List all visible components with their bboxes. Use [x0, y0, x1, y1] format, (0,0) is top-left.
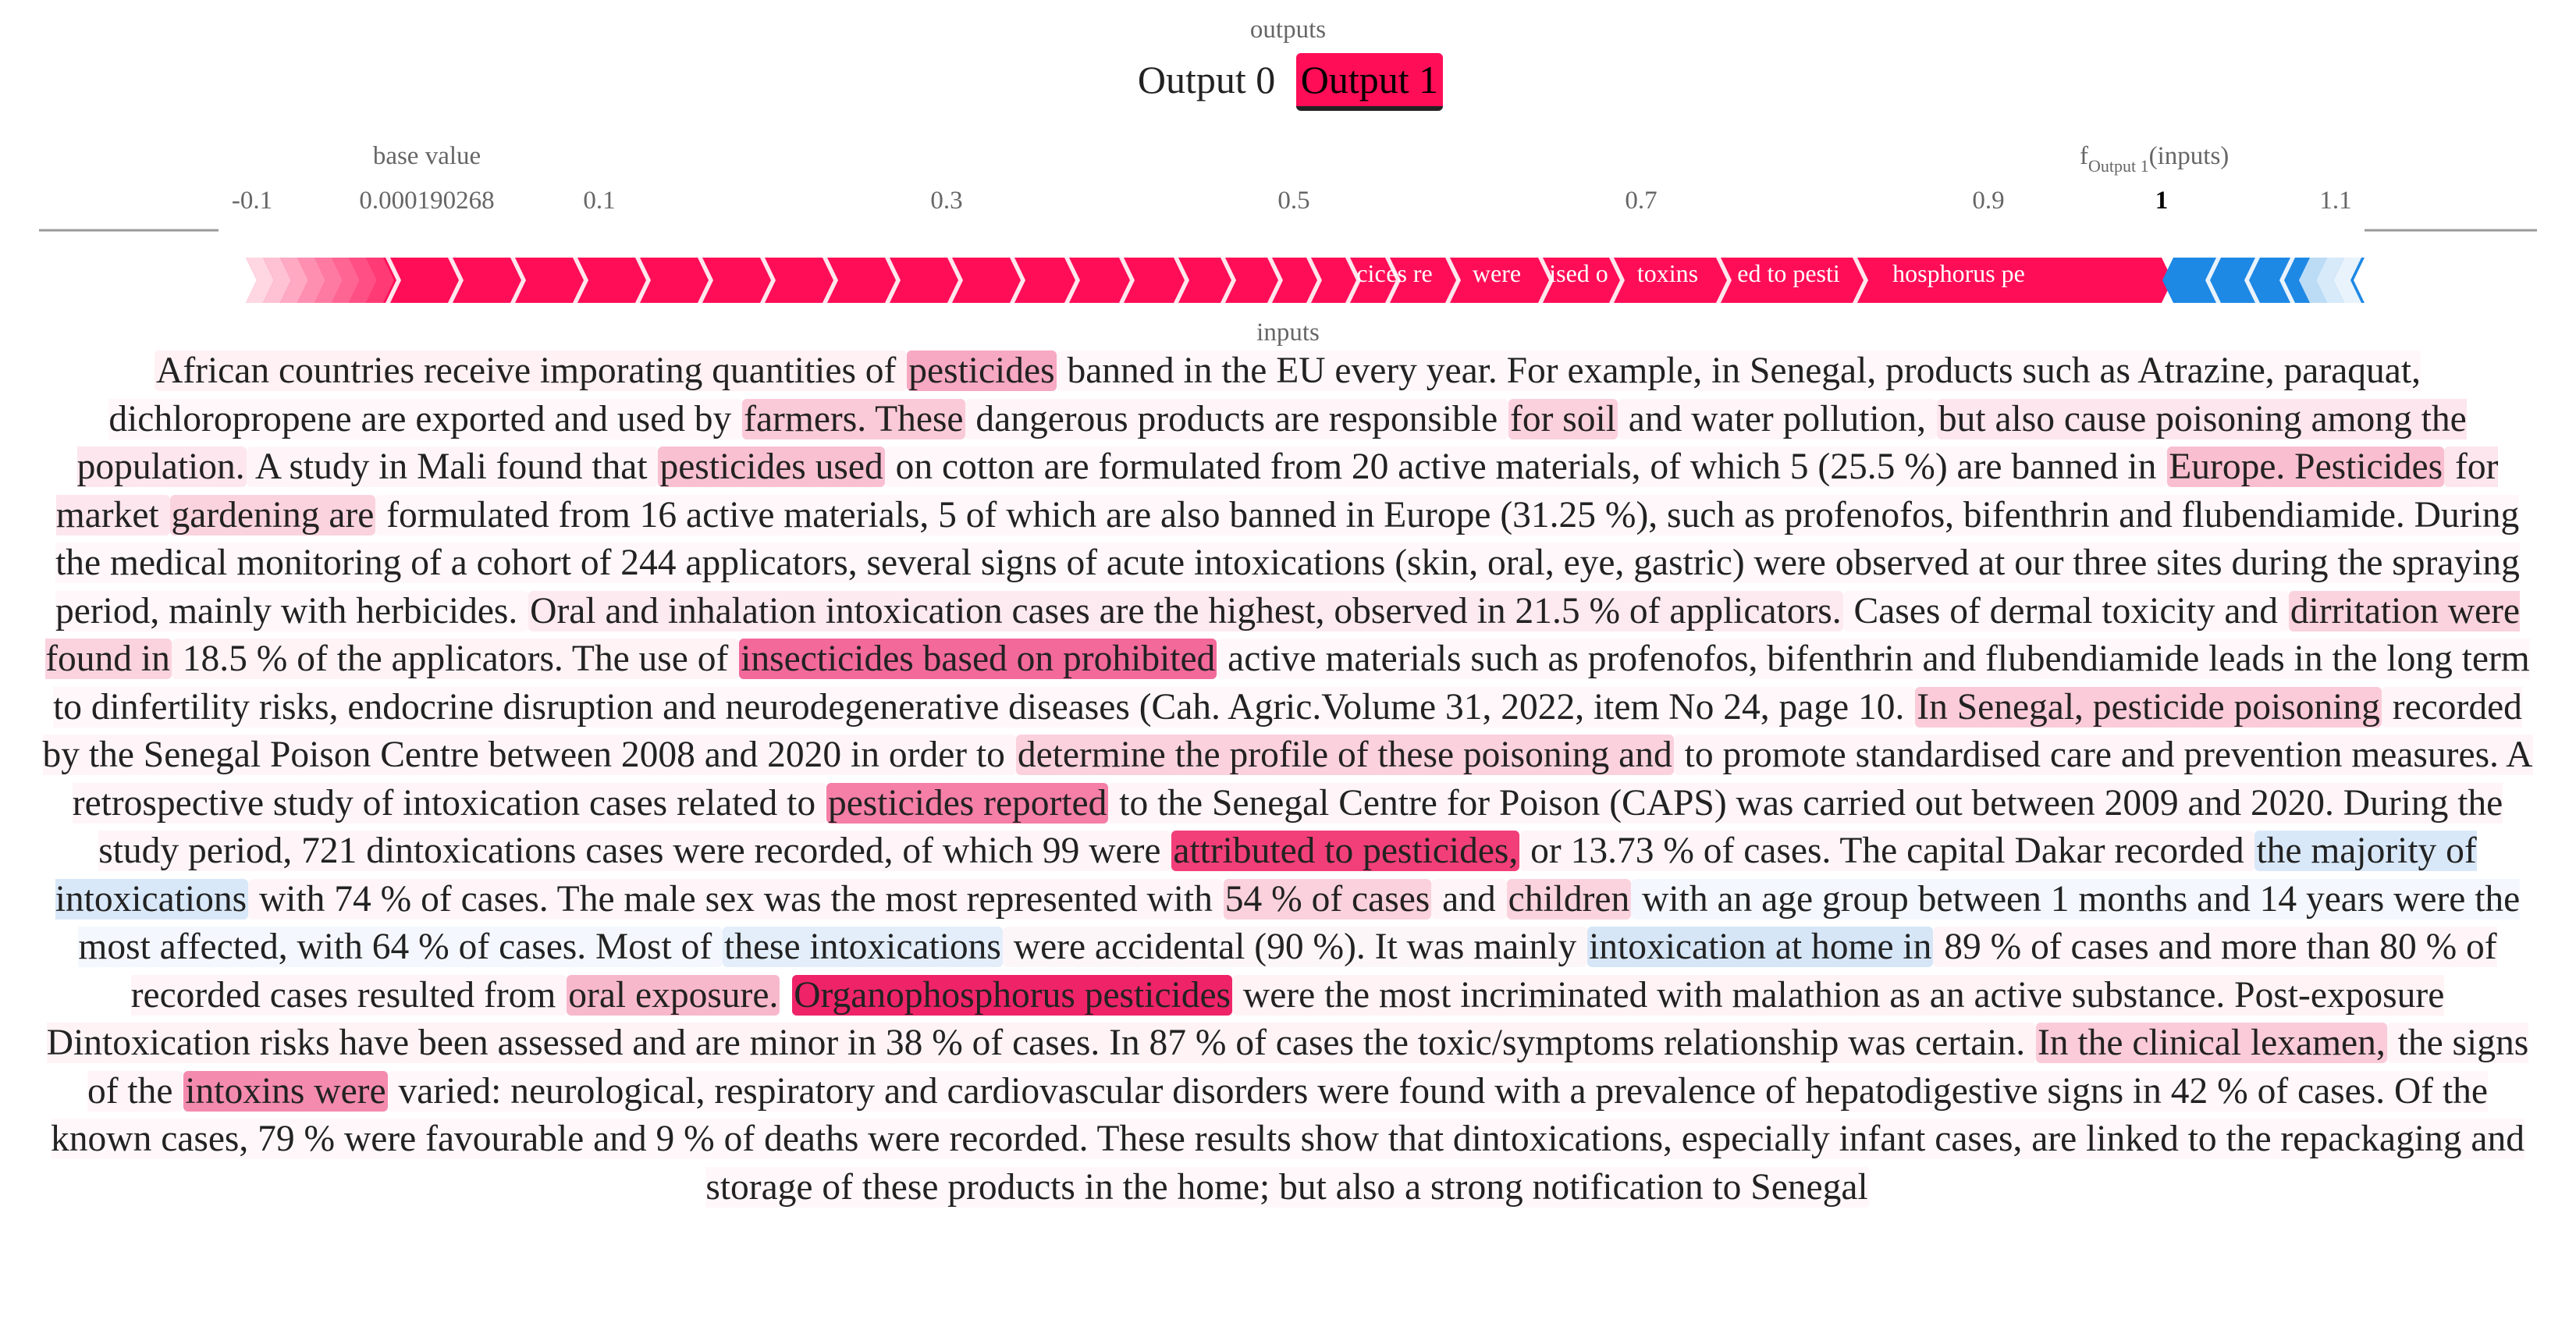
- tick-label: 0.3: [930, 187, 963, 215]
- text-token: determine the profile of these poisoning and: [1017, 735, 1672, 775]
- text-token: with 74 % of cases. The male sex was the most represented with: [250, 878, 1222, 920]
- text-token: farmers. These: [744, 398, 964, 439]
- positive-bar: [246, 258, 2173, 303]
- text-token: varied: neurological, respiratory and cardiovascular disorders were found with a prevalence of hepatodigestive signs in 42 % of cases. Of the known cases, 79 % were favourable and 9 % of deaths were recorded. These results show that dintoxications, especially infant cases, are linked to the repackaging and storage of these products in the home; but also a strong notification to Senegal: [51, 1070, 2524, 1208]
- text-token: the majority of intoxications: [55, 831, 2477, 920]
- tab-output-0[interactable]: Output 0: [1137, 58, 1276, 101]
- tick-label-output: 1: [2155, 187, 2169, 215]
- outputs-label: outputs: [1249, 16, 1327, 44]
- tick-labels: [232, 187, 2352, 215]
- text-token: but also cause poisoning among the population.: [76, 398, 2467, 487]
- text-token: Oral and inhalation intoxication cases are the highest, observed in 21.5 % of applicators.: [530, 590, 1842, 631]
- text-token: with an age group between 1 months and 14 years were the most affected, with 64 % of cases. Most of: [78, 878, 2521, 967]
- text-token: for market: [55, 446, 2499, 535]
- text-token: the signs of the: [87, 1023, 2529, 1112]
- text-token: to the Senegal Centre for Poison (CAPS) was carried out between 2009 and 2020. During the study period, 721 dintoxications cases were recorded, of which 99 were: [98, 782, 2503, 871]
- tick-label: 0.9: [1972, 187, 2005, 215]
- text-token: to promote standardised care and prevention measures. A retrospective study of intoxication cases related to: [72, 735, 2533, 824]
- text-token: insecticides based on prohibited: [741, 639, 1216, 679]
- text-token: gardening are: [171, 494, 375, 535]
- text-token: children: [1508, 878, 1630, 920]
- text-token: were the most incriminated with malathion as an active substance. Post-exposure Dintoxication risks have been assessed and are minor in 38 % of cases. In 87 % of cases the toxic/symptoms relationship was certain.: [46, 974, 2445, 1063]
- inputs-label: inputs: [1256, 318, 1320, 347]
- feature-label: hosphorus pe: [1892, 259, 2025, 287]
- text-token: dirritation were found in: [45, 590, 2520, 679]
- tick-label: 0.5: [1277, 187, 1310, 215]
- text-token: recorded by the Senegal Poison Centre between 2008 and 2020 in order to: [42, 686, 2522, 775]
- text-token: Organophosphorus pesticides: [794, 974, 1231, 1016]
- tab-output-1[interactable]: Output 1: [1296, 53, 1443, 111]
- text-token: for soil: [1510, 398, 1616, 439]
- feature-label: toxins: [1636, 259, 1699, 287]
- text-token: attributed to pesticides,: [1173, 831, 1519, 871]
- text-token: oral exposure.: [568, 974, 779, 1016]
- highlighted-text: [39, 347, 2536, 1211]
- text-token: In the clinical lexamen,: [2037, 1023, 2386, 1063]
- tick-label: 0.000190268: [359, 187, 495, 215]
- feature-label: were: [1472, 259, 1522, 287]
- output-value-label: $f_{Output 1}(inputs)$: [2080, 142, 2230, 176]
- feature-label: ed to pesti: [1737, 259, 1840, 287]
- text-token: intoxins were: [185, 1070, 386, 1112]
- force-plot: [0, 137, 2576, 320]
- text-token: active materials such as profenofos, bifenthrin and flubendiamide leads in the long term to dinfertility risks, endocrine disruption and neurodegenerative diseases (Cah. Agric.Volume 31, 2022, item No 24, page 10.: [53, 639, 2530, 728]
- text-token: 89 % of cases and more than 80 % of recorded cases resulted from: [130, 927, 2497, 1016]
- feature-label: ised o: [1549, 259, 1608, 287]
- text-token: were accidental (90 %). It was mainly: [1004, 927, 1586, 967]
- text-token: pesticides reported: [827, 782, 1107, 824]
- text-token: A study in Mali found that: [247, 446, 657, 487]
- text-token: Europe. Pesticides: [2169, 446, 2443, 487]
- text-token: dangerous products are responsible: [966, 398, 1508, 439]
- text-token: banned in the EU every year. For example, in Senegal, products such as Atrazine, paraquat, dichloropropene are exported and used by: [108, 350, 2421, 439]
- tick-label: 0.1: [583, 187, 616, 215]
- text-token: 54 % of cases: [1224, 878, 1430, 920]
- text-token: these intoxications: [724, 927, 1001, 967]
- text-token: In Senegal, pesticide poisoning: [1917, 686, 2380, 728]
- feature-label: es re: [1386, 259, 1433, 287]
- text-token: [780, 975, 792, 1016]
- text-token: and: [1433, 878, 1505, 920]
- text-token: 18.5 % of the applicators. The use of: [172, 639, 738, 679]
- base-value-label: base value: [372, 142, 481, 170]
- tick-label: 0.7: [1625, 187, 1658, 215]
- text-token: and water pollution,: [1618, 398, 1935, 439]
- feature-label: cic: [1356, 259, 1386, 287]
- text-token: intoxication at home in: [1589, 927, 1932, 967]
- text-token: pesticides used: [659, 446, 883, 487]
- text-token: African countries receive imporating quantities of: [156, 350, 906, 391]
- text-token: Cases of dermal toxicity and: [1844, 590, 2287, 631]
- tick-label: -0.1: [231, 187, 273, 215]
- force-bar: [246, 258, 2365, 303]
- tick-label: 1.1: [2319, 187, 2352, 215]
- text-token: formulated from 16 active materials, 5 of which are also banned in Europe (31.25 %), such as profenofos, bifenthrin and flubendiamide. During the medical monitoring of a cohort of 244 applicators, several signs of acute intoxications (skin, oral, eye, gastric) were observed at our three sites during the spraying period, mainly with herbicides.: [55, 494, 2520, 631]
- text-token: or 13.73 % of cases. The capital Dakar recorded: [1521, 831, 2254, 871]
- output-tabs: [0, 53, 2576, 111]
- text-token: pesticides: [908, 350, 1055, 391]
- text-token: on cotton are formulated from 20 active materials, of which 5 (25.5 %) are banned in: [886, 446, 2166, 487]
